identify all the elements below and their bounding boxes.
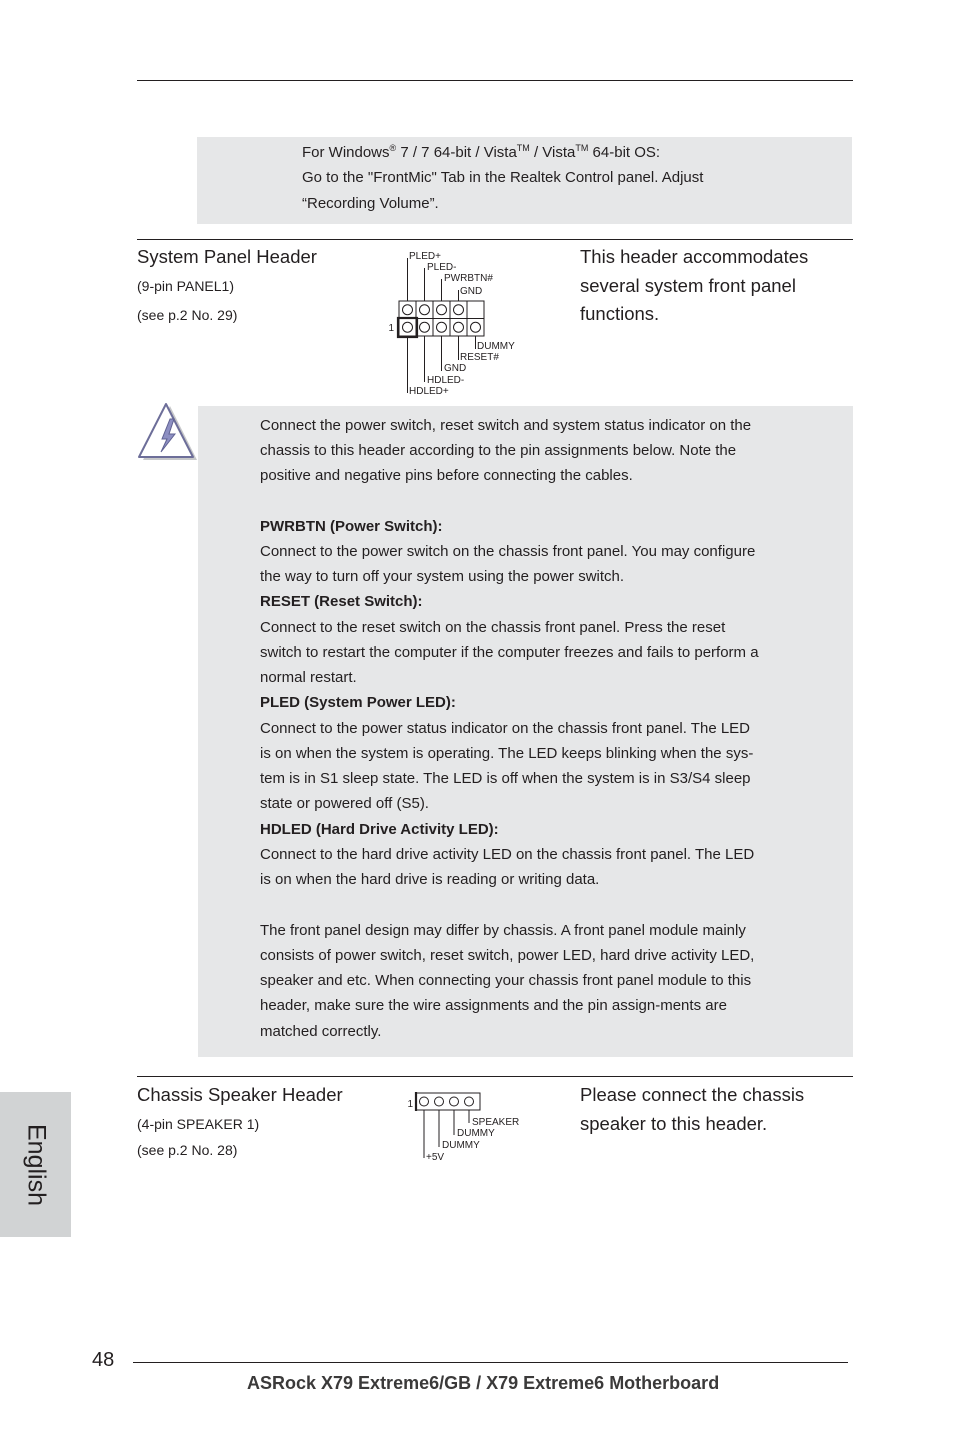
reset-text-2: switch to restart the computer if the computer freezes and fails to perform a	[260, 644, 759, 661]
hdled-text-2: is on when the hard drive is reading or writing data.	[260, 871, 600, 888]
caution-outro-5: matched correctly.	[260, 1023, 382, 1040]
system-panel-title: System Panel Header	[137, 246, 317, 267]
system-panel-reference: (see p.2 No. 29)	[137, 307, 238, 323]
gnd-top-label: GND	[460, 286, 483, 297]
reset-heading: RESET (Reset Switch):	[260, 593, 423, 610]
speaker-reference: (see p.2 No. 28)	[137, 1142, 238, 1158]
speaker-pin-label: SPEAKER	[472, 1117, 520, 1128]
hdled-minus-label: HDLED-	[427, 375, 465, 386]
windows-note-line-3: “Recording Volume”.	[302, 195, 439, 212]
pwrbtn-heading: PWRBTN (Power Switch):	[260, 518, 443, 535]
reset-label: RESET#	[460, 352, 499, 363]
system-panel-desc-2: several system front panel	[580, 275, 796, 296]
caution-outro-3: speaker and etc. When connecting your chassis front panel module to this	[260, 972, 752, 989]
speaker-dummy-label: DUMMY	[457, 1128, 495, 1139]
windows-note-line-2: Go to the "FrontMic" Tab in the Realtek Control panel. Adjust	[302, 169, 704, 186]
speaker-pin1-label: 1	[407, 1099, 413, 1110]
pled-text-1: Connect to the power status indicator on the chassis front panel. The LED	[260, 720, 751, 737]
speaker-rule	[137, 1076, 853, 1077]
pled-text-3: tem is in S1 sleep state. The LED is off when the system is in S3/S4 sleep	[260, 770, 751, 787]
language-tab	[0, 1092, 71, 1237]
hdled-text-1: Connect to the hard drive activity LED on the chassis front panel. The LED	[260, 846, 755, 863]
reset-text-3: normal restart.	[260, 669, 357, 686]
dummy-label: DUMMY	[477, 341, 515, 352]
speaker-desc-2: speaker to this header.	[580, 1113, 768, 1134]
gnd-bottom-label: GND	[444, 363, 467, 374]
caution-intro-2: chassis to this header according to the pin assignments below. Note the	[260, 442, 737, 459]
speaker-5v-label: +5V	[426, 1152, 445, 1163]
footer-rule	[133, 1362, 848, 1363]
speaker-desc-1: Please connect the chassis	[580, 1084, 805, 1105]
pled-minus-label: PLED-	[427, 262, 457, 273]
pwrbtn-text-1: Connect to the power switch on the chassis front panel. You may configure	[260, 543, 756, 560]
top-rule	[137, 80, 853, 81]
hdled-plus-label: HDLED+	[409, 386, 449, 397]
pin1-label: 1	[388, 323, 394, 334]
system-panel-desc-1: This header accommodates	[580, 246, 809, 267]
pled-text-4: state or powered off (S5).	[260, 795, 429, 812]
caution-outro-1: The front panel design may differ by chassis. A front panel module mainly	[260, 922, 746, 939]
system-panel-subtitle: (9-pin PANEL1)	[137, 278, 235, 294]
pin1-marker	[398, 318, 417, 337]
windows-note-line-1: For Windows® 7 / 7 64-bit / Vista™ / Vista™ 64-bit OS:	[302, 143, 661, 161]
caution-intro-1: Connect the power switch, reset switch and system status indicator on the	[260, 417, 752, 434]
language-tab-label: English	[22, 1123, 50, 1206]
system-panel-rule	[137, 239, 853, 240]
pled-text-2: is on when the system is operating. The LED keeps blinking when the sys-	[260, 745, 754, 762]
caution-intro-3: positive and negative pins before connecting the cables.	[260, 467, 633, 484]
caution-outro-2: consists of power switch, reset switch, power LED, hard drive activity LED,	[260, 947, 755, 964]
pled-plus-label: PLED+	[409, 251, 441, 262]
footer-product-name: ASRock X79 Extreme6/GB / X79 Extreme6 Motherboard	[247, 1373, 720, 1393]
hdled-heading: HDLED (Hard Drive Activity LED):	[260, 821, 499, 838]
reset-text-1: Connect to the reset switch on the chassis front panel. Press the reset	[260, 619, 726, 636]
pwrbtn-label: PWRBTN#	[444, 273, 493, 284]
speaker-pin-diagram	[404, 1088, 524, 1164]
pled-heading: PLED (System Power LED):	[260, 694, 456, 711]
speaker-subtitle: (4-pin SPEAKER 1)	[137, 1116, 260, 1132]
system-panel-desc-3: functions.	[580, 303, 660, 324]
caution-warning-icon	[136, 402, 200, 464]
pwrbtn-text-2: the way to turn off your system using the power switch.	[260, 568, 625, 585]
speaker-dummy2-label: DUMMY	[442, 1140, 480, 1151]
page-number: 48	[92, 1349, 115, 1371]
caution-outro-4: header, make sure the wire assignments and the pin assign-ments are	[260, 997, 727, 1014]
panel1-pin-diagram	[390, 248, 525, 398]
speaker-title: Chassis Speaker Header	[137, 1084, 343, 1105]
